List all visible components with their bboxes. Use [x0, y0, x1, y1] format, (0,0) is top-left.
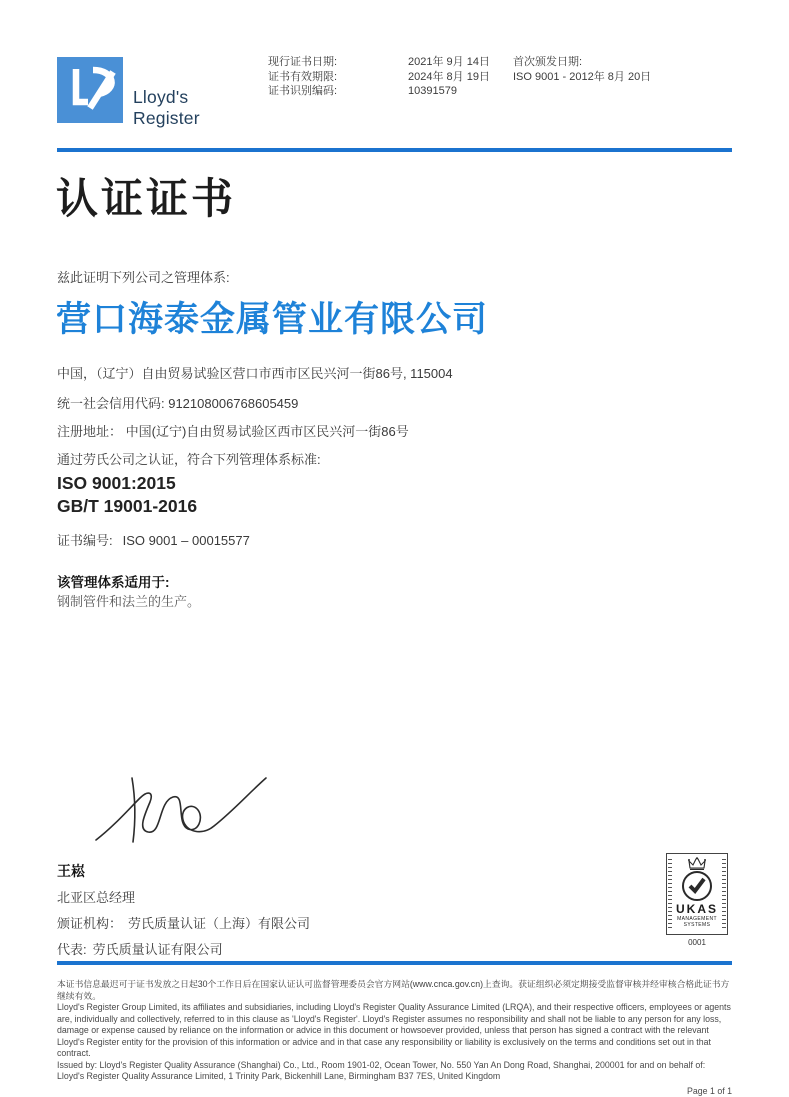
certificate-id-value: 10391579	[408, 85, 457, 97]
certificate-number-value: ISO 9001 – 00015577	[122, 533, 250, 548]
bottom-divider-rule	[57, 961, 732, 965]
footer-notice-cn: 本证书信息最迟可于证书发放之日起30个工作日后在国家认证认可监督管理委员会官方网站(www.cnca.gov.cn)上查询。获证组织必须定期接受监督审核并经审核合格此证书方继续有效。	[57, 979, 730, 1001]
lloyds-register-logo-icon	[57, 57, 123, 123]
expiry-date-label: 证书有效期限:	[268, 70, 338, 83]
ukas-number: 0001	[688, 938, 706, 947]
current-issue-date-label: 现行证书日期:	[268, 56, 338, 68]
certificate-meta-values	[408, 55, 490, 99]
signature-image	[88, 752, 273, 852]
representative-line	[57, 939, 223, 958]
brand-name-line2: Register	[133, 108, 200, 128]
certificate-id-label: 证书识别编码:	[268, 85, 338, 97]
company-name: 营口海泰金属管业有限公司	[56, 300, 489, 339]
signatory-name: 王崧	[57, 863, 85, 879]
ukas-subtitle	[667, 916, 727, 928]
issuing-body-label: 颁证机构：	[57, 916, 123, 931]
footer-disclaimer-en: Lloyd's Register Group Limited, its affiliates and subsidiaries, including Lloyd's Register Quality Assurance Limited (LRQA), and their respective officers, employees or agents are, individually and collectively, referred to in this clause as 'Lloyd's Register'. Lloyd's Register assumes no responsibility and shall not be liable to any person for any loss, damage or expense caused by reliance on the information or advice in this document or howsoever provided, unless that person has signed a contract with the relevant Lloyd's Register entity for the provision of this information or advice and in that case any responsibility or liability is exclusively on the terms and conditions set out in that contract.	[57, 1002, 731, 1058]
issuing-body-line	[57, 913, 310, 932]
standard-iso-9001: ISO 9001:2015	[57, 473, 176, 493]
representative-value: 劳氏质量认证有限公司	[92, 942, 223, 957]
expiry-date-value: 2024年 8月 19日	[408, 70, 490, 83]
certificate-number-line	[57, 530, 250, 549]
scope-text: 钢制管件和法兰的生产。	[57, 594, 201, 609]
footer	[57, 979, 732, 1097]
check-circle-icon	[682, 871, 712, 901]
checkmark-icon	[687, 877, 707, 895]
social-credit-code: 统一社会信用代码: 912108006768605459	[57, 396, 299, 411]
issuing-body-value: 劳氏质量认证（上海）有限公司	[128, 916, 311, 931]
standard-gbt-19001: GB/T 19001-2016	[57, 496, 198, 516]
scope-heading: 该管理体系适用于:	[57, 575, 170, 590]
certificate-meta-labels	[268, 55, 337, 99]
first-issue-value: ISO 9001 - 2012年 8月 20日	[513, 70, 652, 83]
ukas-name: UKAS	[675, 902, 718, 916]
ukas-ruler-ticks-left	[668, 859, 672, 929]
current-issue-date-value: 2021年 9月 14日	[408, 56, 490, 68]
ukas-subtitle-line2: SYSTEMS	[683, 922, 711, 928]
lr-monogram-icon	[57, 57, 123, 123]
brand-name-line1: Lloyd's	[133, 87, 189, 107]
top-divider-rule	[57, 148, 732, 152]
first-issue-block	[513, 55, 651, 84]
crown-icon	[686, 857, 708, 870]
brand-wordmark	[133, 87, 200, 129]
standards-list	[57, 472, 197, 518]
approval-statement: 通过劳氏公司之认证，符合下列管理体系标准:	[57, 452, 321, 467]
company-address: 中国，（辽宁）自由贸易试验区营口市西市区民兴河一街86号, 115004	[57, 366, 453, 381]
ukas-subtitle-line1: MANAGEMENT	[677, 916, 717, 922]
page-number: Page 1 of 1	[687, 1085, 732, 1096]
ukas-ruler-ticks-right	[722, 859, 726, 929]
signatory-title: 北亚区总经理	[57, 890, 136, 905]
footer-issued-by: Issued by: Lloyd's Register Quality Assurance (Shanghai) Co., Ltd., Room 1901-02, Ocean Tower, No. 550 Yan An Dong Road, Shanghai, 200001 for and on behalf of: Lloyd's Register Quality Assurance Limited, 1 Trinity Park, Bickenhill Lane, Birmingham B37 7ES, United Kingdom	[57, 1059, 706, 1081]
certify-statement: 兹此证明下列公司之管理体系:	[57, 270, 230, 285]
certificate-title: 认证证书	[56, 177, 237, 223]
first-issue-label: 首次颁发日期:	[513, 56, 583, 68]
registered-address: 注册地址： 中国(辽宁)自由贸易试验区西市区民兴河一街86号	[57, 424, 409, 439]
ukas-box	[666, 853, 728, 935]
certificate-number-label: 证书编号:	[57, 533, 113, 548]
representative-label: 代表:	[57, 942, 87, 957]
ukas-accreditation-mark	[666, 853, 728, 947]
